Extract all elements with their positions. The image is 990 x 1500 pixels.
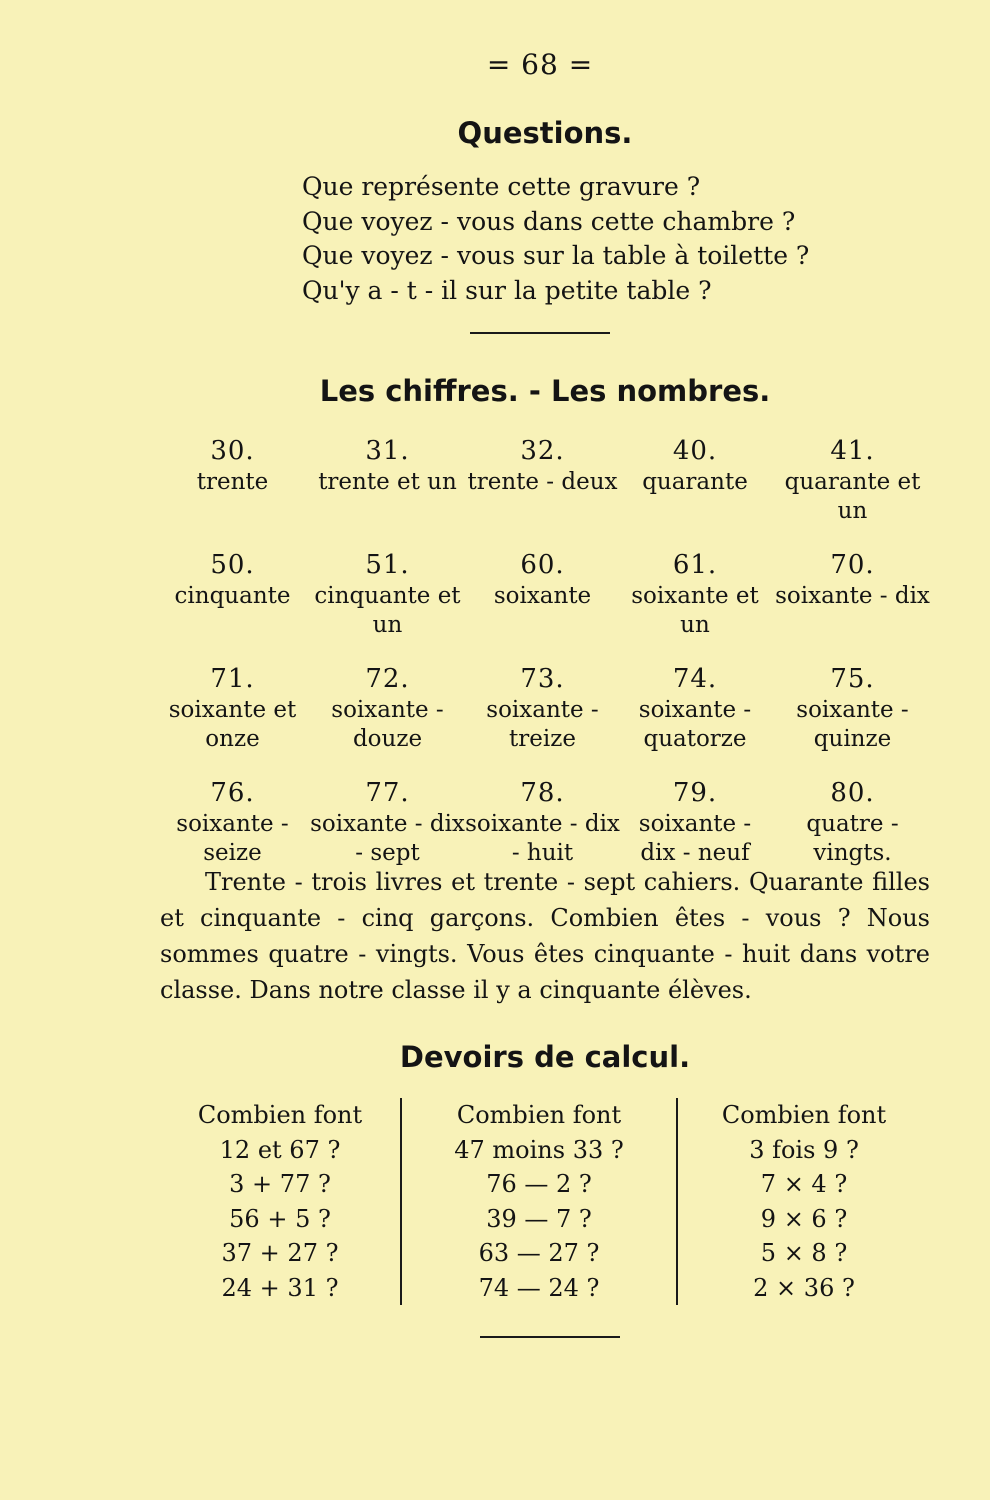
number-digit: 72. [365,664,410,694]
number-word: soixante - treize [486,697,599,752]
number-digit: 74. [672,664,718,694]
number-digit: 76. [210,778,255,808]
number-cell [465,662,620,754]
numbers-paragraph: Trente - trois livres et trente - sept cahiers. Quarante filles et cinquante - cinq garçons. Combien êtes - vous ? Nous sommes quatre - vingts. Vous êtes cinquante - huit dans votre classe. Dans notre classe il y a cinquante élèves. [160,868,930,1004]
calcul-exercise: 74 — 24 ? [478,1273,600,1302]
calcul-exercise: 47 moins 33 ? [454,1135,624,1164]
number-digit: 32. [520,436,565,466]
number-digit: 79. [672,778,718,808]
number-digit: 30. [210,436,255,466]
number-digit: 70. [830,550,875,580]
number-cell [155,662,310,754]
number-word: soixante [493,583,592,609]
number-cell [310,434,465,526]
number-digit: 80. [830,778,875,808]
number-cell [620,548,770,640]
calcul-grid [160,1098,930,1305]
number-word: soixante - quinze [796,697,909,752]
page-number: = 68 = [486,48,594,81]
calcul-exercise: 63 — 27 ? [478,1239,600,1267]
number-word: quatre - vingts. [806,811,899,866]
number-digit: 75. [830,664,875,694]
number-word: quarante et un [784,469,921,524]
calcul-exercise: 9 × 6 ? [760,1204,848,1233]
number-digit: 50. [210,550,255,580]
calcul-exercise: 5 × 8 ? [760,1239,848,1267]
number-word: soixante - dix - neuf [638,811,752,866]
calcul-column-header: Combien font [197,1101,363,1129]
number-word: trente [196,469,269,495]
number-cell [155,548,310,640]
number-word: soixante et un [631,583,759,638]
number-digit: 77. [365,778,410,808]
calcul-exercise: 37 + 27 ? [221,1239,339,1267]
number-word: trente et un [318,469,457,495]
number-digit: 60. [520,550,565,580]
calcul-exercise: 7 × 4 ? [760,1170,848,1198]
number-cell [155,776,310,868]
question-line: Que voyez - vous dans cette chambre ? [302,206,796,236]
number-cell [465,776,620,868]
number-digit: 78. [520,778,565,808]
questions-heading: Questions. [457,116,633,150]
number-word: cinquante et un [314,583,461,638]
calcul-column [400,1098,676,1305]
numbers-heading: Les chiffres. - Les nombres. [319,374,771,408]
calcul-exercise: 3 + 77 ? [229,1170,331,1198]
number-cell [770,548,935,640]
number-word: soixante - quatorze [638,697,752,752]
number-cell [620,662,770,754]
number-cell [465,434,620,526]
number-cell [770,776,935,868]
number-digit: 61. [672,550,718,580]
number-word: soixante - dix - huit [465,811,620,866]
number-cell [310,662,465,754]
calcul-column-header: Combien font [721,1101,887,1129]
number-cell [620,434,770,526]
number-word: quarante [642,469,748,495]
question-line: Que voyez - vous sur la table à toilette ? [302,241,810,270]
calcul-column-header: Combien font [456,1101,622,1129]
number-cell [620,776,770,868]
number-cell [310,776,465,868]
calcul-exercise: 3 fois 9 ? [749,1135,859,1164]
calcul-exercise: 2 × 36 ? [753,1273,855,1302]
number-word: soixante - douze [331,697,444,752]
number-word: soixante - seize [176,811,289,866]
number-digit: 51. [365,550,410,580]
number-word: trente - deux [467,469,618,495]
number-digit: 41. [830,436,875,466]
number-cell [465,548,620,640]
numbers-grid [155,434,935,868]
questions-list [302,170,942,308]
calcul-column [676,1098,930,1305]
number-digit: 71. [210,664,255,694]
section-divider [480,1336,620,1338]
section-divider [470,332,610,334]
number-digit: 73. [520,664,565,694]
number-cell [310,548,465,640]
number-word: soixante - dix [775,583,930,609]
calcul-exercise: 76 — 2 ? [486,1170,592,1198]
question-line: Que représente cette gravure ? [302,172,701,201]
calcul-column [160,1098,400,1305]
number-cell [155,434,310,526]
number-word: soixante - dix - sept [310,811,465,866]
calcul-exercise: 24 + 31 ? [221,1273,339,1302]
calcul-exercise: 39 — 7 ? [486,1204,592,1233]
question-line: Qu'y a - t - il sur la petite table ? [302,275,712,305]
number-digit: 40. [672,436,718,466]
number-cell [770,662,935,754]
calcul-heading: Devoirs de calcul. [399,1040,691,1074]
number-digit: 31. [365,436,410,466]
calcul-exercise: 12 et 67 ? [219,1135,341,1164]
number-word: cinquante [174,583,291,609]
number-cell [770,434,935,526]
calcul-exercise: 56 + 5 ? [229,1204,331,1233]
number-word: soixante et onze [168,697,297,752]
